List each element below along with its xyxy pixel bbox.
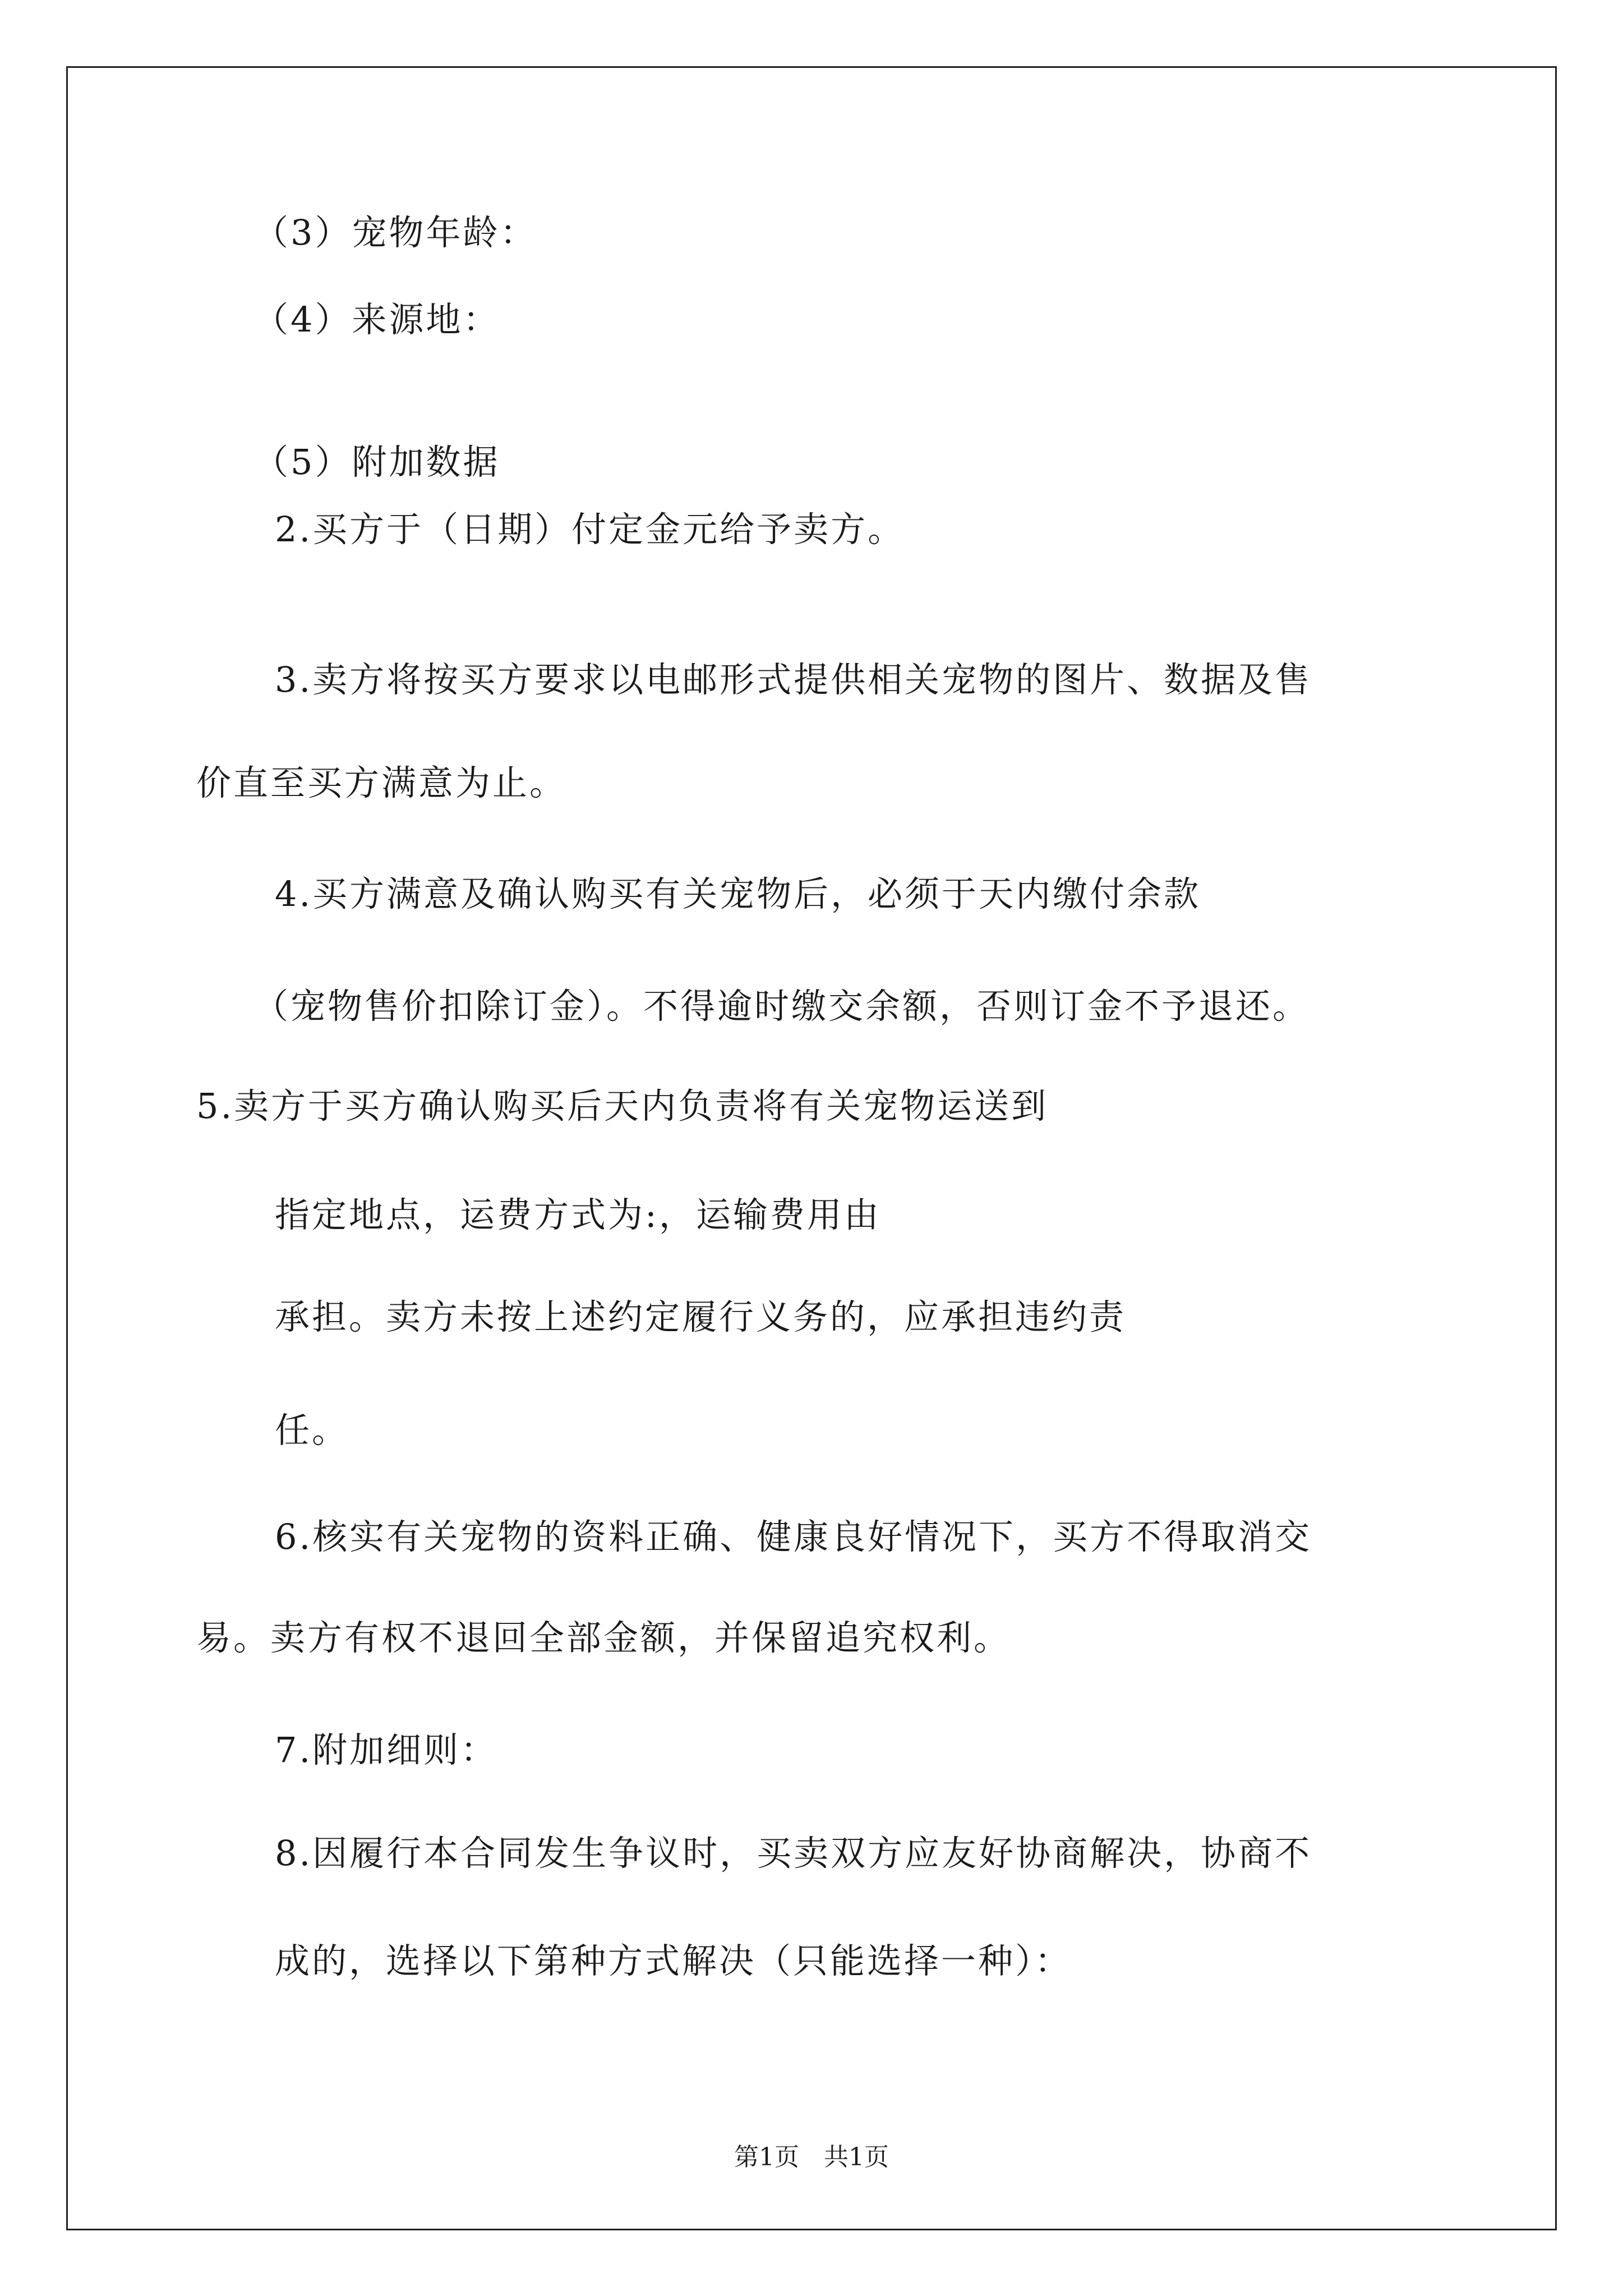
- doc-line-clause-2: 2.买方于（日期）付定金元给予卖方。: [275, 509, 905, 550]
- doc-line-clause-6b: 易。卖方有权不退回全部金额，并保留追究权利。: [196, 1617, 1011, 1658]
- doc-line-clause-8b: 成的，选择以下第种方式解决（只能选择一种）：: [275, 1940, 1072, 1981]
- page-number-footer: 第1页 共1页: [734, 2143, 889, 2171]
- doc-line-clause-5b: 指定地点，运费方式为:，运输费用由: [275, 1194, 881, 1235]
- doc-line-clause-6a: 6.核实有关宠物的资料正确、健康良好情况下，买方不得取消交: [275, 1516, 1312, 1557]
- doc-line-origin: （4）来源地：: [253, 299, 500, 340]
- doc-line-clause-5c: 承担。卖方未按上述约定履行义务的，应承担违约责: [275, 1296, 1127, 1337]
- doc-line-clause-7: 7.附加细则：: [275, 1729, 498, 1770]
- doc-line-clause-5d: 任。: [275, 1410, 349, 1451]
- doc-line-clause-4a: 4.买方满意及确认购买有关宠物后，必须于天内缴付余款: [275, 873, 1201, 914]
- doc-line-additional-data: （5）附加数据: [253, 441, 500, 482]
- doc-line-pet-age: （3）宠物年龄：: [253, 212, 537, 253]
- doc-line-clause-3a: 3.卖方将按买方要求以电邮形式提供相关宠物的图片、数据及售: [275, 659, 1312, 700]
- doc-line-clause-3b: 价直至买方满意为止。: [196, 762, 567, 803]
- page-border: [66, 66, 1557, 2230]
- doc-line-clause-8a: 8.因履行本合同发生争议时，买卖双方应友好协商解决，协商不: [275, 1833, 1312, 1874]
- doc-line-clause-5a: 5.卖方于买方确认购买后天内负责将有关宠物运送到: [196, 1085, 1049, 1126]
- doc-line-clause-4b: （宠物售价扣除订金）。不得逾时缴交余额，否则订金不予退还。: [253, 986, 1310, 1027]
